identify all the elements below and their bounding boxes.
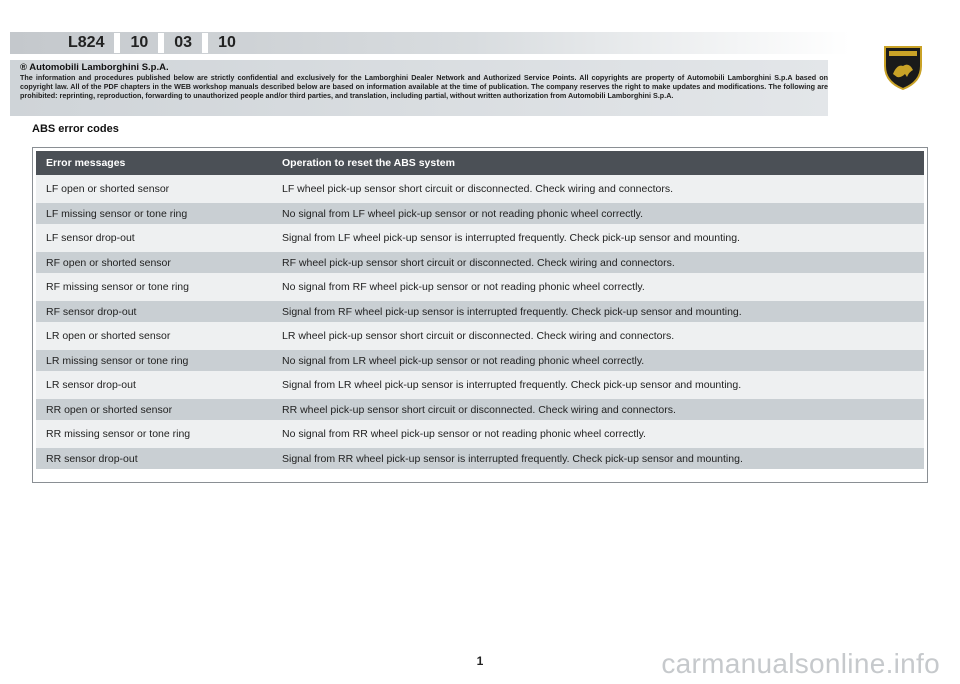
error-message-cell: RF sensor drop-out: [46, 305, 137, 318]
lamborghini-shield-logo: [883, 44, 923, 90]
error-message-cell: LF sensor drop-out: [46, 232, 135, 244]
abs-error-table: [36, 151, 924, 469]
reset-operation-cell: LR wheel pick-up sensor short circuit or disconnected. Check wiring and connectors.: [282, 330, 675, 342]
error-message-cell: LR missing sensor or tone ring: [46, 354, 189, 367]
table-row: [36, 350, 924, 371]
reset-operation-cell: Signal from LF wheel pick-up sensor is interrupted frequently. Check pick-up sensor and mounting.: [282, 232, 740, 244]
table-row: [36, 301, 924, 322]
table-row: [36, 273, 924, 301]
reset-operation-cell: No signal from RF wheel pick-up sensor or not reading phonic wheel correctly.: [282, 281, 645, 293]
code-part-subgroup: 03: [174, 34, 193, 51]
error-message-cell: LR open or shorted sensor: [46, 330, 171, 342]
page-number: 1: [476, 654, 484, 668]
code-separator: [202, 33, 208, 53]
reset-operation-cell: No signal from LF wheel pick-up sensor or not reading phonic wheel correctly.: [282, 207, 644, 220]
document-code: [62, 32, 242, 54]
table-header-row: [36, 151, 924, 175]
code-part-revision: 10: [218, 34, 236, 51]
watermark: carmanualsonline.info: [661, 648, 940, 679]
table-row: [36, 399, 924, 420]
reset-operation-cell: No signal from LR wheel pick-up sensor or not reading phonic wheel correctly.: [282, 354, 645, 367]
section-title: ABS error codes: [32, 123, 119, 135]
reset-operation-cell: LF wheel pick-up sensor short circuit or disconnected. Check wiring and connectors.: [282, 183, 674, 195]
table-row: [36, 203, 924, 224]
reset-operation-cell: No signal from RR wheel pick-up sensor or not reading phonic wheel correctly.: [282, 428, 646, 440]
reset-operation-cell: RF wheel pick-up sensor short circuit or disconnected. Check wiring and connectors.: [282, 256, 675, 269]
header-reset-operation: Operation to reset the ABS system: [282, 157, 455, 169]
table-row: [36, 420, 924, 448]
error-message-cell: RF open or shorted sensor: [46, 256, 171, 269]
table-row: [36, 175, 924, 203]
table-row: [36, 224, 924, 252]
error-message-cell: RR missing sensor or tone ring: [46, 428, 191, 440]
error-message-cell: LF missing sensor or tone ring: [46, 207, 188, 220]
table-row: [36, 448, 924, 469]
reset-operation-cell: Signal from RR wheel pick-up sensor is interrupted frequently. Check pick-up sensor and mounting.: [282, 452, 743, 465]
reset-operation-cell: Signal from RF wheel pick-up sensor is interrupted frequently. Check pick-up sensor and mounting.: [282, 305, 742, 318]
reset-operation-cell: RR wheel pick-up sensor short circuit or disconnected. Check wiring and connectors.: [282, 403, 676, 416]
copyright-text: The information and procedures published below are strictly confidential and exclusively for the Lamborghini Dealer Network and Authorized Service Points. All copyrights are property of Automobili Lamborghini S.p.A based on copyright law. All of the PDF chapters in the WEB workshop manuals described below are based on information available at the time of publication. The company reserves the right to make updates and modifications. The following are prohibited: reprinting, reproduction, forwarding to unauthorized people and/or third parties, and translation, including partial, without written authorization from Automobili Lamborghini S.p.A.: [20, 73, 828, 101]
copyright-title: ® Automobili Lamborghini S.p.A.: [20, 62, 169, 73]
table-row: [36, 322, 924, 350]
code-separator: [158, 33, 164, 53]
error-message-cell: RF missing sensor or tone ring: [46, 281, 189, 293]
code-part-group: 10: [130, 34, 149, 51]
code-separator: [114, 33, 120, 53]
reset-operation-cell: Signal from LR wheel pick-up sensor is interrupted frequently. Check pick-up sensor and mounting.: [282, 379, 742, 391]
table-row: [36, 371, 924, 399]
error-message-cell: RR open or shorted sensor: [46, 403, 173, 416]
header-error-messages: Error messages: [46, 157, 126, 169]
error-message-cell: LR sensor drop-out: [46, 379, 136, 391]
abs-error-table-frame: [32, 147, 928, 483]
error-message-cell: RR sensor drop-out: [46, 452, 138, 465]
error-message-cell: LF open or shorted sensor: [46, 183, 170, 195]
table-row: [36, 252, 924, 273]
code-part-model: L824: [68, 34, 105, 51]
